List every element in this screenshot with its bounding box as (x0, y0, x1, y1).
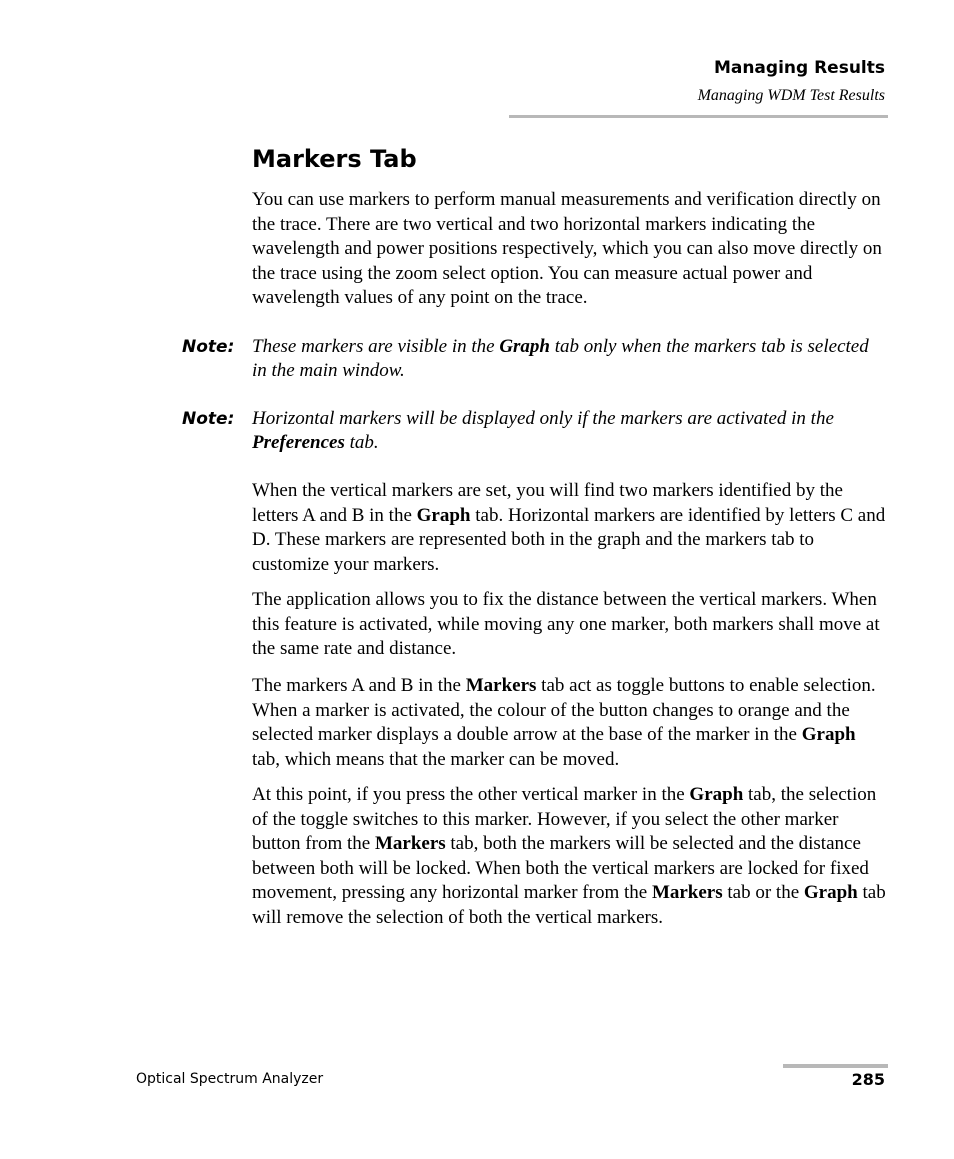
note-label: Note: (182, 409, 235, 429)
graph-tab-ref: Graph (416, 504, 471, 526)
graph-tab-ref: Graph (801, 724, 856, 746)
note-label: Note: (182, 337, 235, 357)
header-section-title: Managing WDM Test Results (697, 87, 885, 104)
graph-tab-ref: Graph (689, 784, 744, 805)
footer-product-name: Optical Spectrum Analyzer (136, 1071, 324, 1087)
note-text: These markers are visible in the Graph tab only when the markers tab is selected in the main window. (252, 336, 869, 381)
intro-paragraph: You can use markers to perform manual measurements and verification directly on the trace. There are two vertical and two horizontal markers indicating the wavelength and power positions respectively, which you can also move directly on the trace using the zoom select option. You can measure actual power and wavelength values of any point on the trace. (252, 189, 882, 309)
markers-tab-ref: Markers (651, 882, 723, 904)
header-rule (509, 115, 888, 118)
header-chapter-title: Managing Results (713, 58, 885, 78)
footer-rule (783, 1064, 888, 1068)
body-paragraph: The application allows you to fix the distance between the vertical markers. When this feature is activated, while moving any one marker, both markers shall move at the same rate and distance. (252, 589, 880, 660)
markers-tab-ref: Markers (374, 833, 446, 855)
graph-tab-ref: Graph (803, 882, 858, 904)
note-text: Horizontal markers will be displayed only if the markers are activated in the Preferences tab. (252, 408, 834, 453)
body-paragraph: At this point, if you press the other vertical marker in the Graph tab, the selection of the toggle switches to this marker. However, if you select the other marker button from the Markers tab, both the markers will be selected and the distance between both will be locked. When both the vertical markers are locked for fixed movement, pressing any horizontal marker from the Markers tab or the Graph tab will remove the selection of both the vertical markers. (252, 784, 886, 928)
graph-tab-ref: Graph (499, 336, 550, 357)
page-title: Markers Tab (252, 145, 417, 173)
page-number: 285 (851, 1070, 885, 1089)
body-paragraph: When the vertical markers are set, you will find two markers identified by the letters A and B in the Graph tab. Horizontal markers are identified by letters C and D. These markers are represented both in the graph and the markers tab to customize your markers. (252, 480, 886, 575)
markers-tab-ref: Markers (465, 675, 537, 696)
preferences-tab-ref: Preferences (252, 432, 345, 453)
body-paragraph: The markers A and B in the Markers tab act as toggle buttons to enable selection. When a marker is activated, the colour of the button changes to orange and the selected marker displays a double arrow at the base of the marker in the Graph tab, which means that the marker can be moved. (252, 675, 876, 770)
